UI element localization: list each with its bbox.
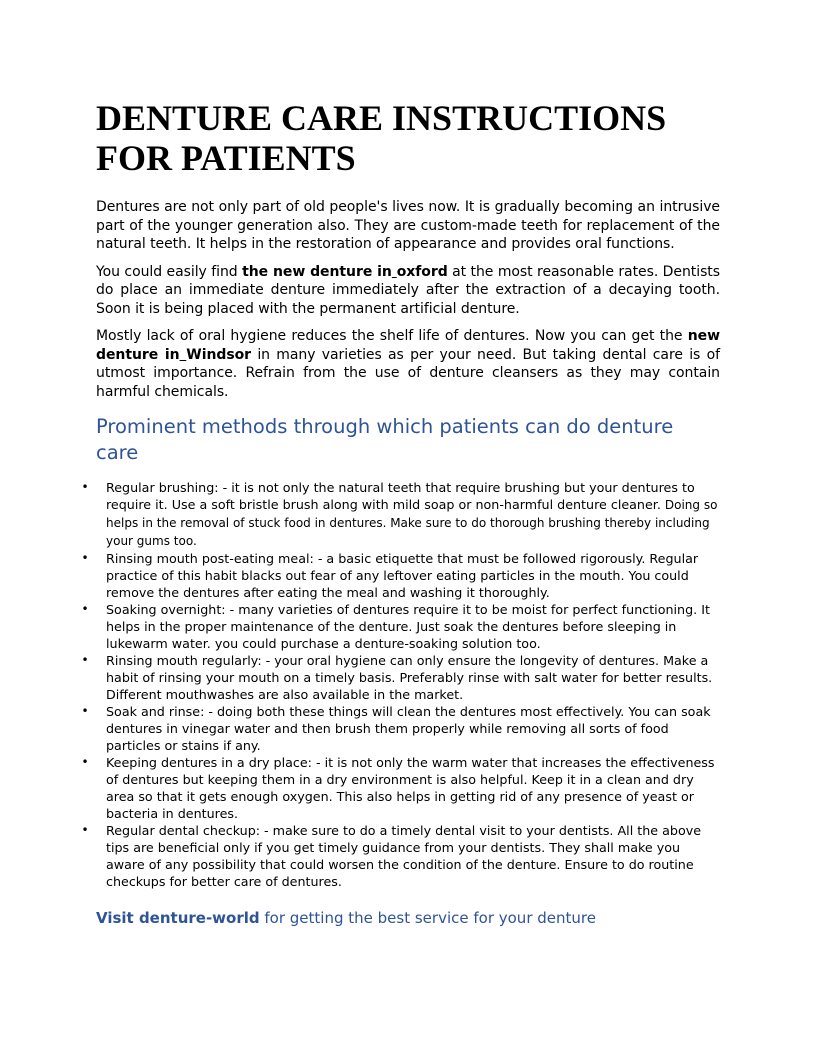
list-item bbox=[80, 703, 720, 754]
list-item-text: Regular brushing: - it is not only the natural teeth that require brushing but your dentures to require it. Use a soft bristle brush along with mild soap or non-harmful denture cleaner. bbox=[106, 480, 695, 512]
list-item bbox=[80, 754, 720, 822]
bullet-icon: • bbox=[81, 551, 89, 565]
list-item-text: Soaking overnight: - many varieties of dentures require it to be moist for perfect functioning. It helps in the proper maintenance of the denture. Just soak the dentures before sleeping in lukewarm water. you could purchase a denture-soaking solution too. bbox=[106, 602, 710, 651]
oxford-paragraph-rest: at the most reasonable rates. Dentists do place an immediate denture immediately after the extraction of a decaying tooth. Soon it is being placed with the permanent artificial denture. bbox=[96, 263, 720, 317]
list-item bbox=[80, 601, 720, 652]
bullet-icon: • bbox=[81, 480, 89, 494]
bullet-icon: • bbox=[81, 704, 89, 718]
new-denture-oxford-link[interactable]: the new denture in oxford bbox=[242, 263, 448, 280]
oxford-paragraph bbox=[96, 263, 720, 319]
oxford-paragraph-lead: You could easily find bbox=[96, 263, 243, 280]
bullet-icon: • bbox=[81, 755, 89, 769]
footer-line bbox=[96, 908, 720, 928]
document-page bbox=[81, 98, 720, 928]
list-item-text: Regular dental checkup: - make sure to do a timely dental visit to your dentists. All the above tips are beneficial only if you get timely guidance from your dentists. They shall make you aware of any possibility that could worsen the condition of the denture. Ensure to do routine checkups for better care of dentures. bbox=[106, 823, 702, 889]
list-item-text: Rinsing mouth regularly: - your oral hygiene can only ensure the longevity of dentures. Make a habit of rinsing your mouth on a timely basis. Preferably rinse with salt water for better results. Different mouthwashes are also available in the market. bbox=[106, 653, 713, 702]
list-item-small-text: Doing so helps in the removal of stuck food in dentures. Make sure to do thorough brushing thereby including your gums too. bbox=[106, 498, 718, 548]
methods-list bbox=[80, 479, 720, 890]
list-item bbox=[80, 550, 720, 601]
section-heading: Prominent methods through which patients can do denture care bbox=[96, 415, 674, 464]
visit-denture-world-link[interactable]: Visit denture-world bbox=[96, 909, 260, 927]
bullet-icon: • bbox=[81, 602, 89, 616]
intro-paragraph: Dentures are not only part of old people's lives now. It is gradually becoming an intrusive part of the younger generation also. They are custom-made teeth for replacement of the natural teeth. It helps in the restoration of appearance and provides oral functions. bbox=[96, 199, 720, 252]
footer-text: for getting the best service for your denture bbox=[259, 909, 596, 927]
list-item-text: Rinsing mouth post-eating meal: - a basic etiquette that must be followed rigorously. Regular practice of this habit blacks out fear of any leftover eating particles in the mouth. You could remove the dentures after eating the meal and washing it thoroughly. bbox=[106, 551, 699, 600]
bullet-icon: • bbox=[81, 653, 89, 667]
bullet-icon: • bbox=[81, 823, 89, 837]
page-title: DENTURE CARE INSTRUCTIONS FOR PATIENTS bbox=[96, 98, 667, 178]
list-item bbox=[80, 822, 720, 890]
list-item bbox=[80, 479, 720, 550]
new-denture-windsor-link[interactable]: new denture in Windsor bbox=[96, 328, 720, 363]
list-item bbox=[80, 652, 720, 703]
windsor-paragraph-rest: in many varieties as per your need. But taking dental care is of utmost importance. Refrain from the use of denture cleansers as they may contain harmful chemicals. bbox=[96, 346, 720, 400]
list-item-text: Keeping dentures in a dry place: - it is not only the warm water that increases the effectiveness of dentures but keeping them in a dry environment is also helpful. Keep it in a clean and dry area so that it gets enough oxygen. This also helps in getting rid of any presence of yeast or bacteria in dentures. bbox=[106, 755, 715, 821]
list-item-text: Soak and rinse: - doing both these things will clean the dentures most effectively. You can soak dentures in vinegar water and then brush them properly while removing all sorts of food particles or stains if any. bbox=[106, 704, 711, 753]
windsor-paragraph-lead: Mostly lack of oral hygiene reduces the shelf life of dentures. Now you can get the bbox=[96, 328, 688, 344]
windsor-paragraph bbox=[96, 327, 720, 401]
